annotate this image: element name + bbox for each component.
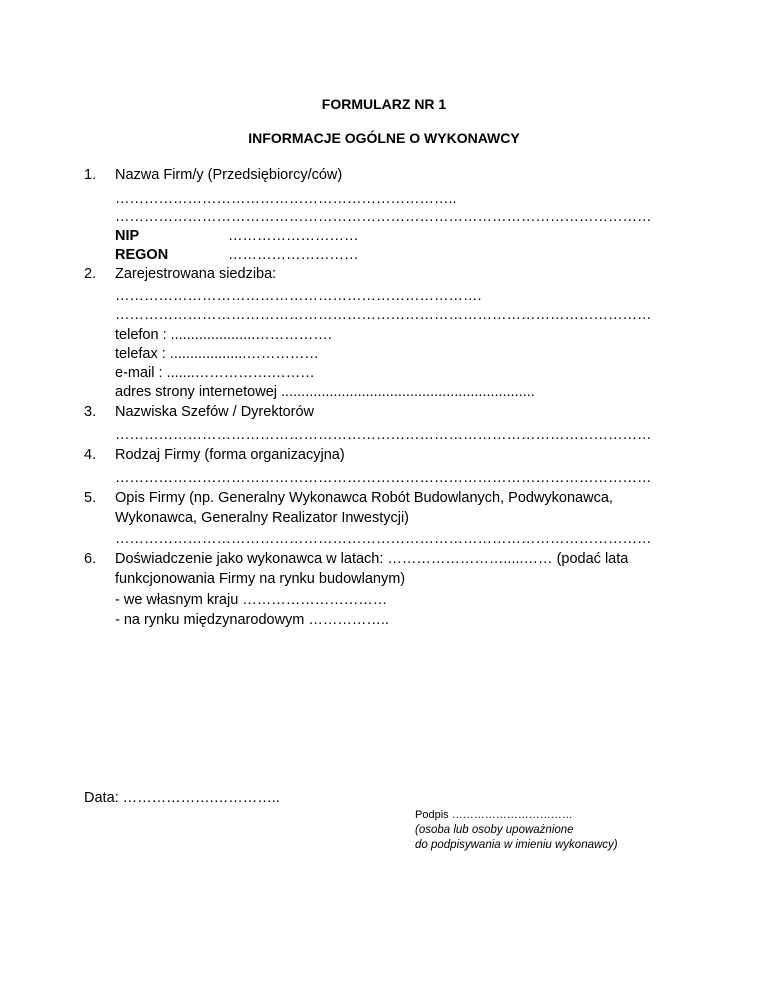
item-3-number: 3. <box>84 404 97 420</box>
item-5-label: Opis Firmy (np. Generalny Wykonawca Robót Budowlanych, Podwykonawca, <box>115 490 613 506</box>
signature-field[interactable]: Podpis …………………………… <box>415 809 573 821</box>
item-6-label-continued: funkcjonowania Firmy na rynku budowlanym) <box>115 571 406 587</box>
signature-note-1: (osoba lub osoby upoważnione <box>415 824 574 836</box>
telefax-field[interactable]: telefax : ...................…………… <box>115 346 319 362</box>
form-title: FORMULARZ NR 1 <box>321 96 447 112</box>
item-2-number: 2. <box>84 266 97 282</box>
regon-label: REGON <box>115 247 169 263</box>
item-4-number: 4. <box>84 447 97 463</box>
email-field[interactable]: e-mail : .......…………….……… <box>115 365 315 381</box>
item-1-dotted-line-1[interactable]: …………………………………………………………….. <box>115 191 457 207</box>
form-subtitle: INFORMACJE OGÓLNE O WYKONAWCY <box>248 130 520 146</box>
item-number: 1. <box>84 167 97 183</box>
item-5-dotted-line[interactable]: ………………………………………………………………………………………………… <box>115 531 652 547</box>
item-1-dotted-line-2[interactable]: ………………………………………………………………………………………………… <box>115 209 652 225</box>
item-2-dotted-line-1[interactable]: …………………………………………………………………. <box>115 288 482 304</box>
item-3-dotted-line[interactable]: ………………………………………………………………………………………………… <box>115 427 652 443</box>
item-3-label: Nazwiska Szefów / Dyrektorów <box>115 404 315 420</box>
item-5-number: 5. <box>84 490 97 506</box>
item-5-label-continued: Wykonawca, Generalny Realizator Inwestycji) <box>115 510 410 526</box>
item-1-label: Nazwa Firm/y (Przedsiębiorcy/ców) <box>115 167 343 183</box>
domestic-experience-field[interactable]: - we własnym kraju ………………………… <box>115 592 388 608</box>
nip-label: NIP <box>115 228 140 244</box>
item-2-dotted-line-2[interactable]: ………………………………………………………………………………………………… <box>115 307 652 323</box>
telefon-field[interactable]: telefon : .....................……………. <box>115 327 332 343</box>
item-4-dotted-line[interactable]: ………………………………………………………………………………………………… <box>115 470 652 486</box>
date-field[interactable]: Data: ……………….………….. <box>84 790 280 806</box>
item-4-label: Rodzaj Firmy (forma organizacyjna) <box>115 447 345 463</box>
website-field[interactable]: adres strony internetowej ............................................................... <box>115 384 535 400</box>
international-experience-field[interactable]: - na rynku międzynarodowym …………….. <box>115 612 389 628</box>
regon-value[interactable]: ……………………… <box>228 247 359 263</box>
signature-note-2: do podpisywania w imieniu wykonawcy) <box>415 839 618 851</box>
item-6-label: Doświadczenie jako wykonawca w latach: …………………….....…… (podać lata <box>115 551 629 567</box>
item-2-label: Zarejestrowana siedziba: <box>115 266 277 282</box>
nip-value[interactable]: ……………………… <box>228 228 359 244</box>
item-6-number: 6. <box>84 551 97 567</box>
